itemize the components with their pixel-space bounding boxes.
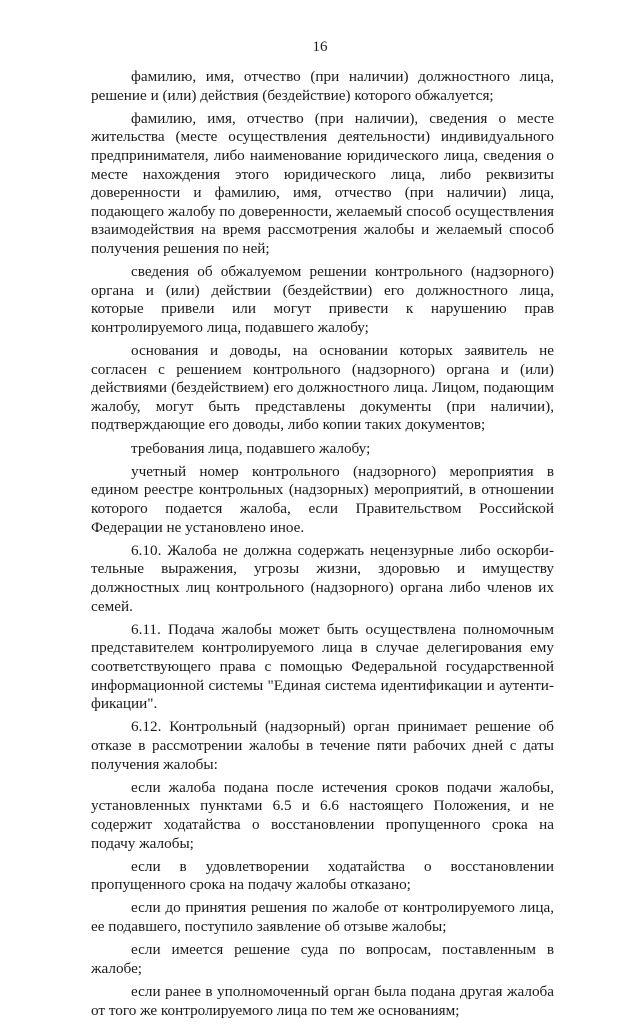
paragraph-appealed-decision: сведения об обжалуемом решении контрольного (надзорного) органа и (или) действии (бездействии) его должностного лица, которые привели или могут привести к нарушению прав контролируемого лица, подавшего жалобу; — [91, 263, 554, 336]
paragraph-6-11: 6.11. Подача жалобы может быть осуществлена полномочным представителем контролируемого лица в случае делегирования ему соответствующего права с помощью Федеральной государственной информационной системы "Единая система идентификации и аутентификации". — [91, 620, 554, 713]
paragraph-refusal-deadline: если жалоба подана после истечения сроков подачи жалобы, установленных пунктами 6.5 и 6.6 настоящего Положения, и не содержит ходатайства о восстановлении пропущенного срока на подачу жалобы; — [91, 778, 554, 852]
paragraph-requirements: требования лица, подавшего жалобу; — [131, 439, 371, 457]
paragraph-6-10: 6.10. Жалоба не должна содержать нецензурные либо оскорбительные выражения, угрозы жизни, здоровью и имуществу должностных лиц контрольного (надзорного) органа либо членов их семей. — [91, 541, 554, 615]
page-number: 16 — [312, 39, 328, 55]
paragraph-6-12: 6.12. Контрольный (надзорный) орган принимает решение об отказе в рассмотрении жалобы в течение пяти рабочих дней с даты получения жалобы: — [91, 718, 554, 773]
paragraph-applicant-details: фамилию, имя, отчество (при наличии), сведения о месте жительства (месте осуществления деятельности) индивидуального предпринимателя, либо наименование юридического лица, сведения о месте нахождения этого юридического лица, либо реквизиты доверенности и фамилию, имя, отчество (при наличии) лица, подающего жалобу по доверенности, желаемый способ осуществления взаимодействия на время рассмотрения жалобы и желаемый способ получения решения по ней; — [91, 109, 554, 257]
paragraph-official-name: фамилию, имя, отчество (при наличии) должностного лица, решение и (или) действия (бездействие) которого обжалуется; — [91, 68, 554, 104]
paragraph-refusal-duplicate: если ранее в уполномоченный орган была подана другая жалоба от того же контролируемого лица по тем же основаниям; — [91, 983, 554, 1019]
paragraph-refusal-withdrawal: если до принятия решения по жалобе от контролируемого лица, ее подавшего, поступило заявление об отзыве жалобы; — [91, 899, 554, 936]
paragraph-refusal-court: если имеется решение суда по вопросам, поставленным в жалобе; — [91, 941, 554, 977]
paragraph-refusal-petition: если в удовлетворении ходатайства о восстановлении пропущенного срока на подачу жалобы отказано; — [91, 857, 554, 894]
paragraph-registry-number: учетный номер контрольного (надзорного) мероприятия в едином реестре контрольных (надзорных) мероприятий, в отношении которого подается жалоба, если Правительством Российской Федерации не установлено иное. — [91, 462, 554, 536]
body-text — [91, 68, 554, 1025]
paragraph-grounds: основания и доводы, на основании которых заявитель не согласен с решением контрольного (надзорного) органа и (или) действиями (бездействием) его должностного лица. Лицом, подающим жалобу, могут быть представлены документы (при наличии), подтверждающие его доводы, либо копии таких документов; — [91, 342, 554, 434]
